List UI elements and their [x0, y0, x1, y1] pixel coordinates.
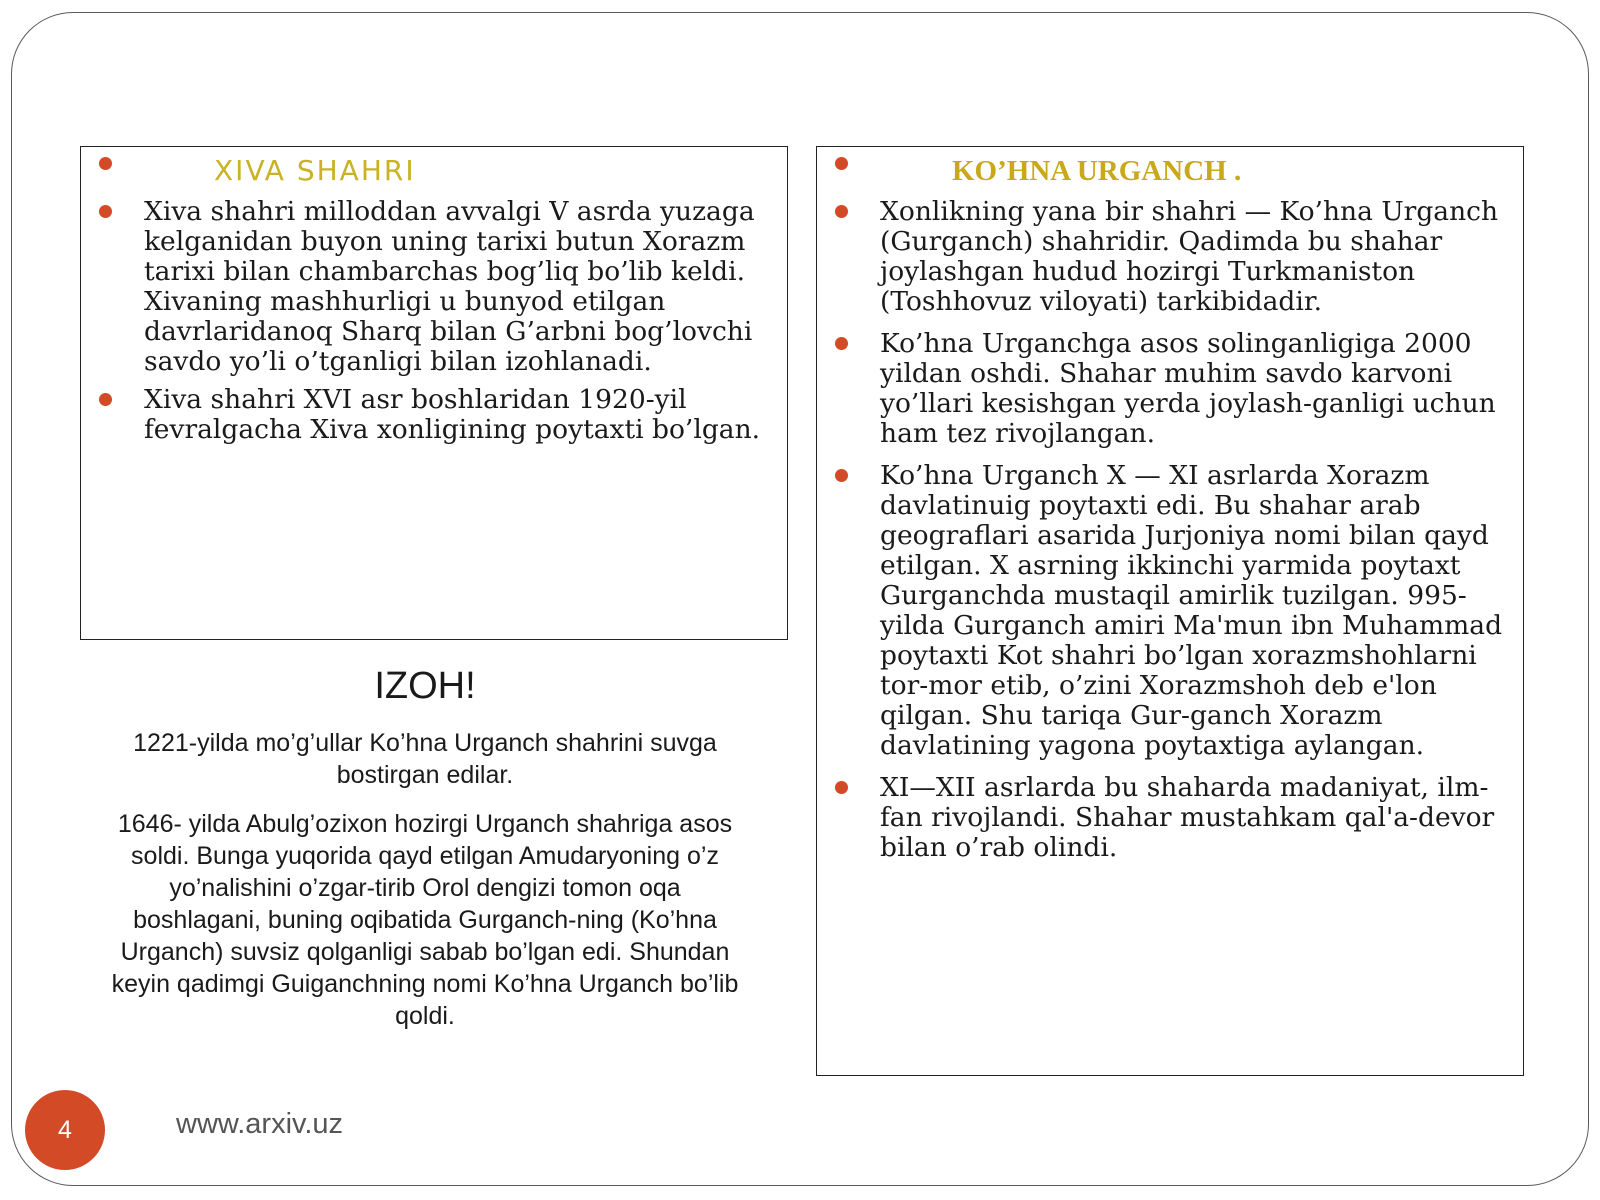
- footer-url[interactable]: www.arxiv.uz: [176, 1108, 344, 1140]
- bullet-dot: [99, 205, 112, 218]
- xiva-bullet-1: [81, 197, 773, 377]
- xiva-box: [80, 146, 788, 640]
- xiva-content: [81, 153, 787, 445]
- bullet-dot: [835, 781, 848, 794]
- bullet-dot: [835, 469, 848, 482]
- urganch-heading-row: [817, 153, 1509, 189]
- urganch-bullet-2-text: Ko’hna Urganchga asos solinganligiga 2000 yildan oshdi. Shahar muhim savdo karvoni yo’llari kesishgan yerda joylash-ganligi uchun ham tez rivojlangan.: [880, 328, 1496, 449]
- urganch-bullet-3-text: Ko’hna Urganch X — XI asrlarda Xorazm davlatinuig poytaxti edi. Bu shahar arab geograflari asarida Jurjoniya nomi bilan qayd etilgan. X asrning ikkinchi yarmida poytaxt Gurganchda mustaqil amirlik tuzilgan. 995- yilda Gurganch amiri Ma'mun ibn Muhammad poytaxti Kot shahri bo’lgan xorazmshohlarni tor-mor etib, o’zini Xorazmshoh deb e'lon qilgan. Shu tariqa Gur-ganch Xorazm davlatining yagona poytaxtiga aylangan.: [880, 460, 1503, 761]
- urganch-bullet-1-text: Xonlikning yana bir shahri — Ko’hna Urganch (Gurganch) shahridir. Qadimda bu shahar joylashgan hudud hozirgi Turkmaniston (Toshhovuz viloyati) tarkibidadir.: [880, 196, 1499, 317]
- urganch-bullet-2: [817, 329, 1509, 449]
- urganch-heading: KO’HNA URGANCH .: [952, 155, 1242, 187]
- bullet-dot: [835, 337, 848, 350]
- urganch-bullet-3: [817, 461, 1509, 761]
- xiva-bullet-2-text: Xiva shahri XVI asr boshlaridan 1920-yil fevralgacha Xiva xonligining poytaxti bo’lgan.: [144, 384, 761, 445]
- bullet-dot: [99, 393, 112, 406]
- xiva-bullet-2: [81, 385, 773, 445]
- page-number-badge: 4: [25, 1090, 105, 1170]
- xiva-heading: XIVA SHAHRI: [214, 154, 416, 187]
- bullet-dot: [99, 157, 112, 170]
- urganch-content: [817, 153, 1523, 863]
- urganch-bullet-1: [817, 197, 1509, 317]
- urganch-bullet-4-text: XI—XII asrlarda bu shaharda madaniyat, ilm-fan rivojlandi. Shahar mustahkam qal'a-devor bilan o’rab olindi.: [880, 772, 1495, 863]
- urganch-bullet-4: [817, 773, 1509, 863]
- bullet-dot: [835, 157, 848, 170]
- note-title: IZOH!: [374, 665, 476, 707]
- bullet-dot: [835, 205, 848, 218]
- note-paragraph-1: 1221-yilda mo’g’ullar Ko’hna Urganch shahrini suvga bostirgan edilar.: [133, 729, 717, 789]
- xiva-heading-row: [81, 153, 773, 189]
- urganch-box: [816, 146, 1524, 1076]
- xiva-bullet-1-text: Xiva shahri milloddan avvalgi V asrda yuzaga kelganidan buyon uning tarixi butun Xorazm tarixi bilan chambarchas bog’liq bo’lib keldi. Xivaning mashhurligi u bunyod etilgan davrlaridanoq Sharq bilan G’arbni bog’lovchi savdo yo’li o’tganligi bilan izohlanadi.: [144, 196, 755, 377]
- note-paragraph-2: 1646- yilda Abulg’ozixon hozirgi Urganch shahriga asos soldi. Bunga yuqorida qayd etilgan Amudaryoning o’z yo’nalishini o’zgar-tirib Orol dengizi tomon oqa boshlagani, buning oqibatida Gurganch-ning (Ko’hna Urganch) suvsiz qolganligi sabab bo’lgan edi. Shundan keyin qadimgi Guiganchning nomi Ko’hna Urganch bo’lib qoldi.: [111, 810, 739, 1030]
